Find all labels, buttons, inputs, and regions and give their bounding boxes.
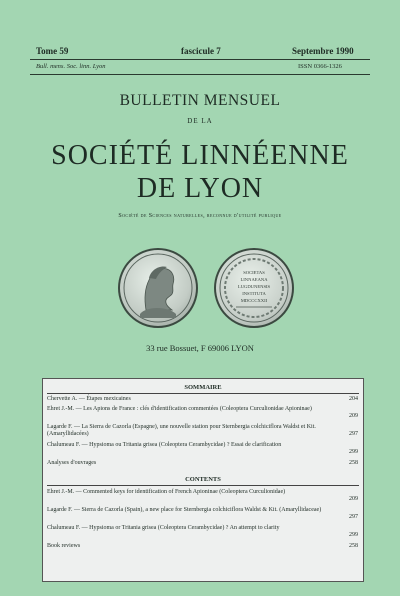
contents-heading: CONTENTS — [185, 476, 221, 483]
sommaire-entry: Chalumeau F. — Hypsioma ou Tritania grisea (Coleoptera Cerambycidae) ? Essai de clarification — [47, 442, 282, 448]
contents-page: 258 — [349, 543, 358, 549]
header-rule-bottom — [30, 74, 370, 75]
society-city: DE LYON — [136, 173, 264, 204]
bulletin-title: BULLETIN MENSUEL — [119, 92, 281, 109]
contents-rule — [47, 485, 359, 486]
medal-line-1: SOCIETAS — [243, 270, 265, 275]
contents-entry: Ehret J.-M. — Commented keys for identification of French Apioninae (Coleoptera Curculionidae) — [47, 489, 286, 495]
society-tagline: Société de Sciences naturelles, reconnue d'utilité publique — [118, 213, 282, 219]
sommaire-page: 204 — [349, 396, 358, 402]
sommaire-page: 299 — [349, 449, 358, 455]
sommaire-heading: SOMMAIRE — [184, 384, 222, 391]
medal-line-4: INSTITUTA — [242, 291, 266, 296]
contents-page: 299 — [349, 532, 358, 538]
sommaire-entry: Ehret J.-M. — Les Apions de France : clés d'identification commentées (Coleoptera Curculionidae Apioninae) — [47, 406, 312, 412]
issue-date: Septembre 1990 — [292, 46, 354, 56]
table-of-contents — [42, 378, 364, 582]
contents-page: 209 — [349, 496, 358, 502]
issn-number: ISSN 0366-1326 — [298, 63, 342, 70]
volume-number: Tome 59 — [36, 46, 69, 56]
sommaire-page: 258 — [349, 460, 358, 466]
sommaire-entry: Chervette A. — Étapes mexicaines — [47, 396, 131, 402]
linnaeus-portrait-medal — [118, 248, 198, 328]
sommaire-entry: Lagarde F. — La Sierra de Cazorla (Espagne), une nouvelle station pour Sternbergia colchiciflora Waldst et Kit. (Amaryllidacées) — [47, 424, 316, 438]
contents-entry: Book reviews — [47, 543, 81, 549]
medal-line-3: LUGDUNENSIS — [237, 284, 271, 289]
medal-line-5: MDCCCXXII — [240, 298, 268, 303]
sommaire-rule — [47, 393, 359, 394]
society-address: 33 rue Bossuet, F 69006 LYON — [146, 343, 254, 353]
portrait-relief-icon — [118, 248, 198, 328]
society-inscription-medal — [214, 248, 294, 328]
header-rule-top — [30, 59, 370, 60]
sommaire-page: 209 — [349, 413, 358, 419]
title-connector: DE LA — [187, 117, 213, 125]
contents-entry: Lagarde F. — Sierra de Cazorla (Spain), a new place for Sternbergia colchiciflora Waldst & Kit. (Amaryllidaceae) — [47, 507, 322, 513]
society-name: SOCIÉTÉ LINNÉENNE — [51, 140, 349, 171]
medal-line-2: LINNAEANA — [240, 277, 268, 282]
issue-number: fascicule 7 — [181, 46, 221, 56]
contents-page: 297 — [349, 514, 358, 520]
journal-abbreviation: Bull. mens. Soc. linn. Lyon — [36, 63, 106, 70]
contents-entry: Chalumeau F. — Hypsioma or Tritania grisea (Coleoptera Cerambycidae) ? An attempt to clarity — [47, 525, 280, 531]
sommaire-entry: Analyses d'ouvrages — [47, 460, 97, 466]
sommaire-page: 297 — [349, 431, 358, 437]
